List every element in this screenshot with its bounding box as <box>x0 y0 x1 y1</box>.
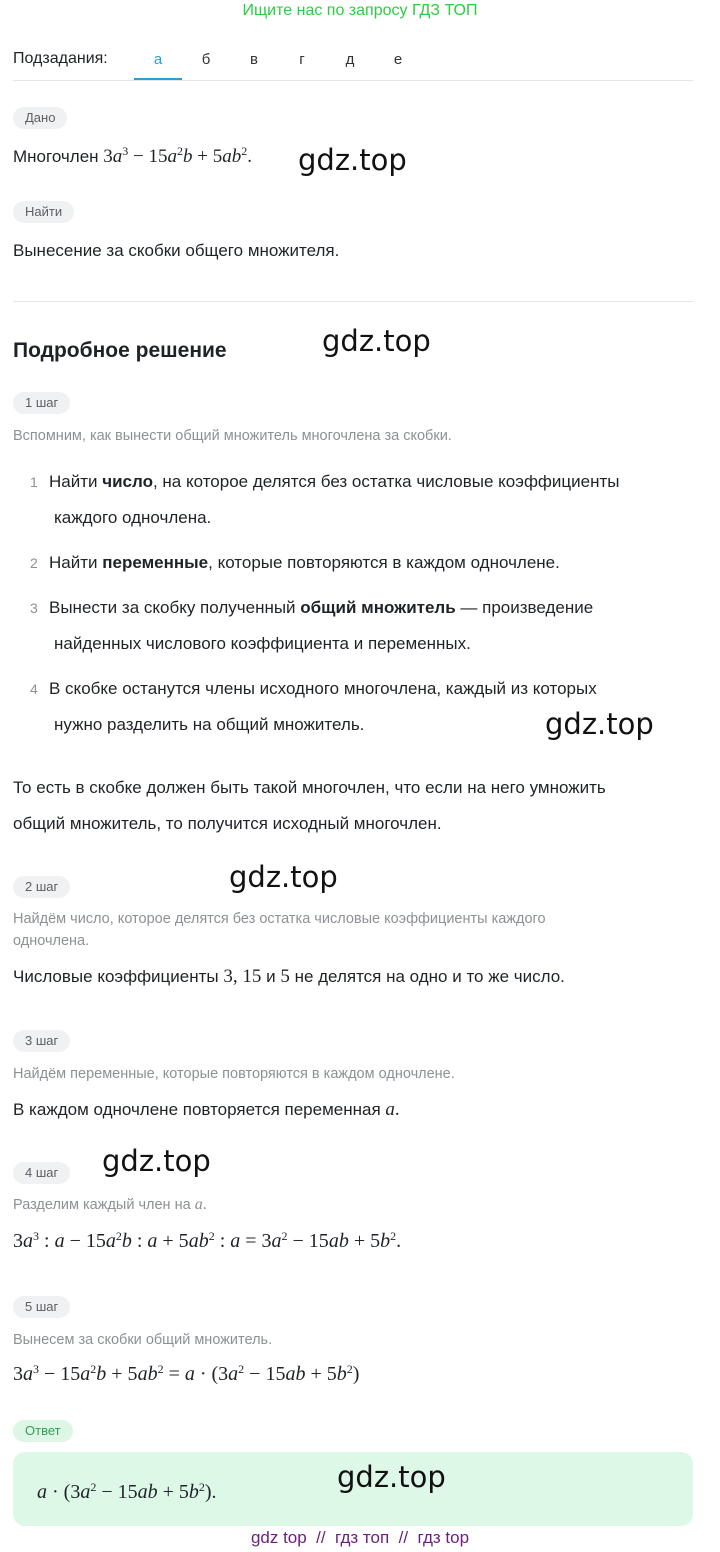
given-badge: Дано <box>13 107 67 129</box>
answer-formula: $a \cdot (3a^2 - 15ab + 5b^2)$. <box>37 1480 217 1503</box>
tab-d[interactable]: д <box>345 51 355 68</box>
list-number: 4 <box>30 681 38 697</box>
subtask-tabs <box>134 46 422 80</box>
list-item: Найти число, на которое делятся без остатка числовые коэффициенты <box>49 472 620 491</box>
watermark: gdz.top <box>322 324 431 358</box>
divider <box>13 301 693 302</box>
step-2-hint-line-1: Найдём число, которое делятся без остатка числовые коэффициенты каждого <box>13 911 546 927</box>
divider <box>13 80 693 81</box>
step-5-formula: $3a^3 - 15a^2b + 5ab^2 = a \cdot (3a^2 - 15ab + 5b^2)$ <box>13 1362 360 1385</box>
summary-line-2: общий множитель, то получится исходный многочлен. <box>13 814 442 833</box>
step-5-hint: Вынесем за скобки общий множитель. <box>13 1332 273 1348</box>
given-text: Многочлен <box>13 147 99 166</box>
given-statement <box>13 145 252 169</box>
list-number: 1 <box>30 474 38 490</box>
step-1-hint: Вспомним, как вынести общий множитель многочлена за скобки. <box>13 428 452 444</box>
list-item: В скобке останутся члены исходного многочлена, каждый из которых <box>49 679 597 698</box>
step-4-hint: Разделим каждый член на a. <box>13 1196 207 1213</box>
watermark: gdz.top <box>298 143 407 177</box>
list-item: Вынести за скобку полученный общий множитель — произведение <box>49 598 594 617</box>
summary-line-1: То есть в скобке должен быть такой многочлен, что если на него умножить <box>13 778 606 797</box>
watermark: gdz.top <box>229 860 338 894</box>
step-4-badge: 4 шаг <box>13 1162 70 1184</box>
step-2-badge: 2 шаг <box>13 876 70 898</box>
step-2-hint-line-2: одночлена. <box>13 933 90 949</box>
list-number: 2 <box>30 555 38 571</box>
number-15: 15 <box>242 966 262 987</box>
list-number: 3 <box>30 600 38 616</box>
given-polynomial: $3a^3 - 15a^2b + 5ab^2$. <box>103 144 252 167</box>
step-3-hint: Найдём переменные, которые повторяются в каждом одночлене. <box>13 1066 455 1082</box>
find-badge: Найти <box>13 201 74 223</box>
subtasks-label: Подзадания: <box>13 50 108 67</box>
list-item-cont: нужно разделить на общий множитель. <box>54 715 365 734</box>
tab-e[interactable]: е <box>393 51 403 68</box>
number-5: 5 <box>280 966 290 987</box>
number-3: 3, <box>223 966 238 987</box>
step-4-formula: $3a^3$ : $a - 15a^2b$ : $a + 5ab^2$ : $a = 3a^2 - 15ab + 5b^2$. <box>13 1229 402 1252</box>
tab-a[interactable]: а <box>134 46 182 80</box>
answer-badge: Ответ <box>13 1420 73 1442</box>
footer-links[interactable]: gdz top // гдз топ // гдз top <box>250 1528 470 1547</box>
watermark: gdz.top <box>545 707 654 741</box>
tab-g[interactable]: г <box>299 51 305 68</box>
promo-banner[interactable]: Ищите нас по запросу ГДЗ ТОП <box>242 2 478 19</box>
step-3-badge: 3 шаг <box>13 1030 70 1052</box>
list-item: Найти переменные, которые повторяются в каждом одночлене. <box>49 553 560 572</box>
list-item-cont: найденных числового коэффициента и переменных. <box>54 634 471 653</box>
step-1-badge: 1 шаг <box>13 392 70 414</box>
tab-b[interactable]: б <box>201 51 211 68</box>
step-5-badge: 5 шаг <box>13 1296 70 1318</box>
list-item-cont: каждого одночлена. <box>54 508 212 527</box>
step-3-text: В каждом одночлене повторяется переменная a. <box>13 1099 400 1120</box>
watermark: gdz.top <box>337 1460 446 1494</box>
tab-v[interactable]: в <box>250 51 258 68</box>
watermark: gdz.top <box>102 1144 211 1178</box>
find-text: Вынесение за скобки общего множителя. <box>13 241 340 260</box>
step-2-text: Числовые коэффициенты 3, 15 и 5 не делятся на одно и то же число. <box>13 966 565 987</box>
solution-title: Подробное решение <box>13 339 227 362</box>
